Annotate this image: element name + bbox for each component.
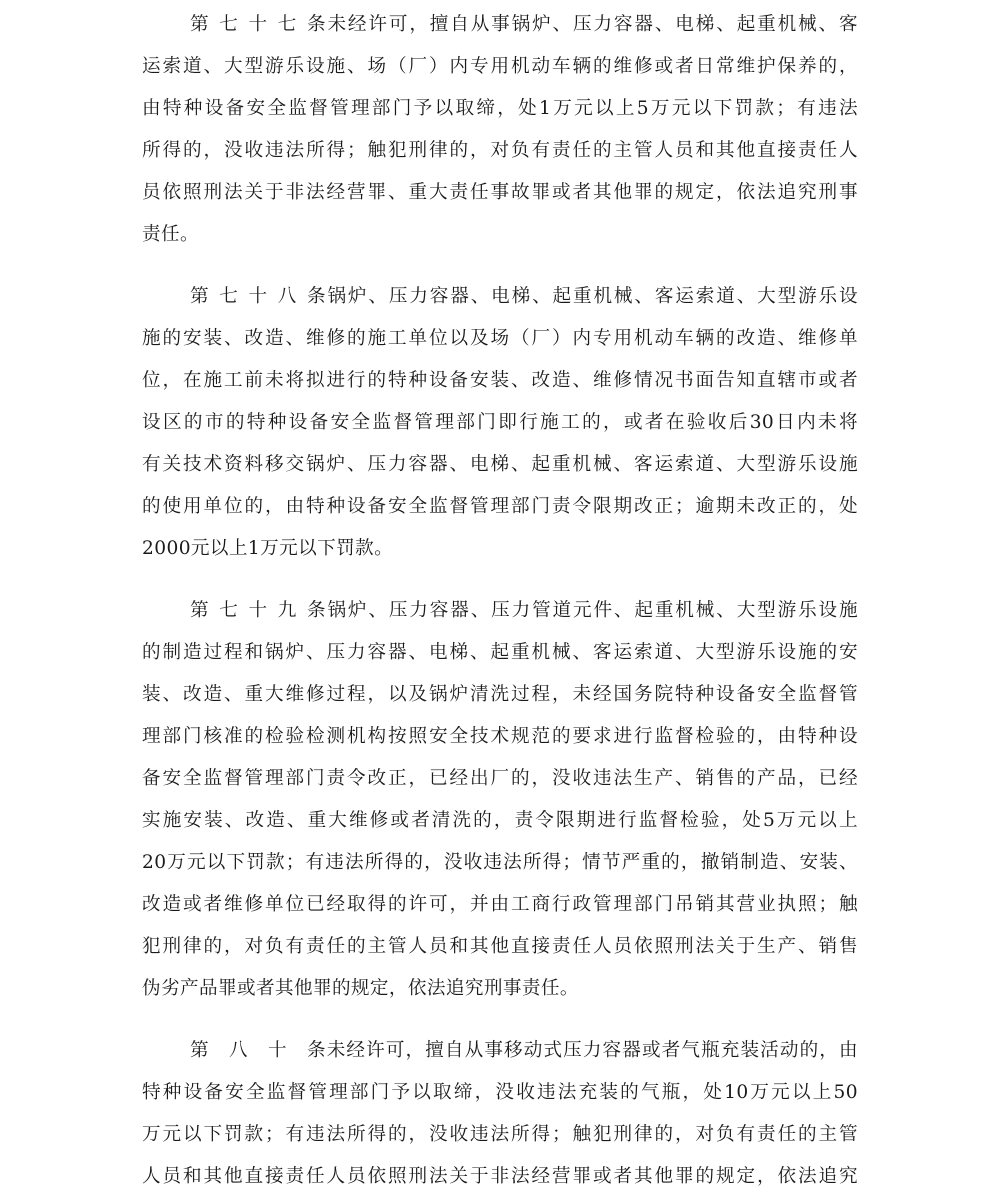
article-first-line: [142, 1030, 858, 1072]
article-line: 理部门核准的检验检测机构按照安全技术规范的要求进行监督检验的，由特种设: [142, 726, 858, 747]
article-line: 由特种设备安全监督管理部门予以取缔，处1万元以上5万元以下罚款；有违法: [142, 98, 858, 119]
article-first-line: [142, 4, 858, 46]
article-text: 未经许可，擅自从事锅炉、压力容器、电梯、起重机械、客: [326, 14, 858, 35]
article-text: 锅炉、压力容器、压力管道元件、起重机械、大型游乐设施: [326, 600, 858, 621]
article-number: 第七十九条: [190, 600, 326, 621]
article-80: [142, 1030, 858, 1198]
article-first-line: [142, 276, 858, 318]
article-line: 的制造过程和锅炉、压力容器、电梯、起重机械、客运索道、大型游乐设施的安: [142, 642, 858, 663]
article-line: 改造或者维修单位已经取得的许可，并由工商行政管理部门吊销其营业执照；触: [142, 894, 858, 915]
article-line: 2000元以上1万元以下罚款。: [142, 538, 394, 559]
article-line: 施的安装、改造、维修的施工单位以及场（厂）内专用机动车辆的改造、维修单: [142, 328, 858, 349]
article-line: 伪劣产品罪或者其他罪的规定，依法追究刑事责任。: [142, 978, 579, 999]
article-78: [142, 276, 858, 570]
article-first-line: [142, 590, 858, 632]
article-text: 未经许可，擅自从事移动式压力容器或者气瓶充装活动的，由: [326, 1040, 858, 1061]
article-line: 特种设备安全监督管理部门予以取缔，没收违法充装的气瓶，处10万元以上50: [142, 1082, 858, 1103]
article-line: 员依照刑法关于非法经营罪、重大责任事故罪或者其他罪的规定，依法追究刑事: [142, 182, 858, 203]
article-line: 所得的，没收违法所得；触犯刑律的，对负有责任的主管人员和其他直接责任人: [142, 140, 858, 161]
article-line: 备安全监督管理部门责令改正，已经出厂的，没收违法生产、销售的产品，已经: [142, 768, 858, 789]
article-line: 实施安装、改造、重大维修或者清洗的，责令限期进行监督检验，处5万元以上: [142, 810, 858, 831]
article-line: 设区的市的特种设备安全监督管理部门即行施工的，或者在验收后30日内未将: [142, 412, 858, 433]
article-line: 犯刑律的，对负有责任的主管人员和其他直接责任人员依照刑法关于生产、销售: [142, 936, 858, 957]
article-number: 第八十条: [190, 1040, 326, 1061]
article-79: [142, 590, 858, 1010]
article-line: 运索道、大型游乐设施、场（厂）内专用机动车辆的维修或者日常维护保养的，: [142, 56, 858, 77]
article-line: 位，在施工前未将拟进行的特种设备安装、改造、维修情况书面告知直辖市或者: [142, 370, 858, 391]
article-line: 的使用单位的，由特种设备安全监督管理部门责令限期改正；逾期未改正的，处: [142, 496, 858, 517]
article-number: 第七十七条: [190, 14, 326, 35]
article-number: 第七十八条: [190, 286, 326, 307]
article-line: 装、改造、重大维修过程，以及锅炉清洗过程，未经国务院特种设备安全监督管: [142, 684, 858, 705]
article-line: 人员和其他直接责任人员依照刑法关于非法经营罪或者其他罪的规定，依法追究: [142, 1166, 858, 1187]
article-line: 责任。: [142, 224, 199, 245]
article-line: 万元以下罚款；有违法所得的，没收违法所得；触犯刑律的，对负有责任的主管: [142, 1124, 858, 1145]
article-text: 锅炉、压力容器、电梯、起重机械、客运索道、大型游乐设: [326, 286, 858, 307]
article-77: [142, 4, 858, 256]
article-line: 有关技术资料移交锅炉、压力容器、电梯、起重机械、客运索道、大型游乐设施: [142, 454, 858, 475]
article-line: 20万元以下罚款；有违法所得的，没收违法所得；情节严重的，撤销制造、安装、: [142, 852, 858, 873]
